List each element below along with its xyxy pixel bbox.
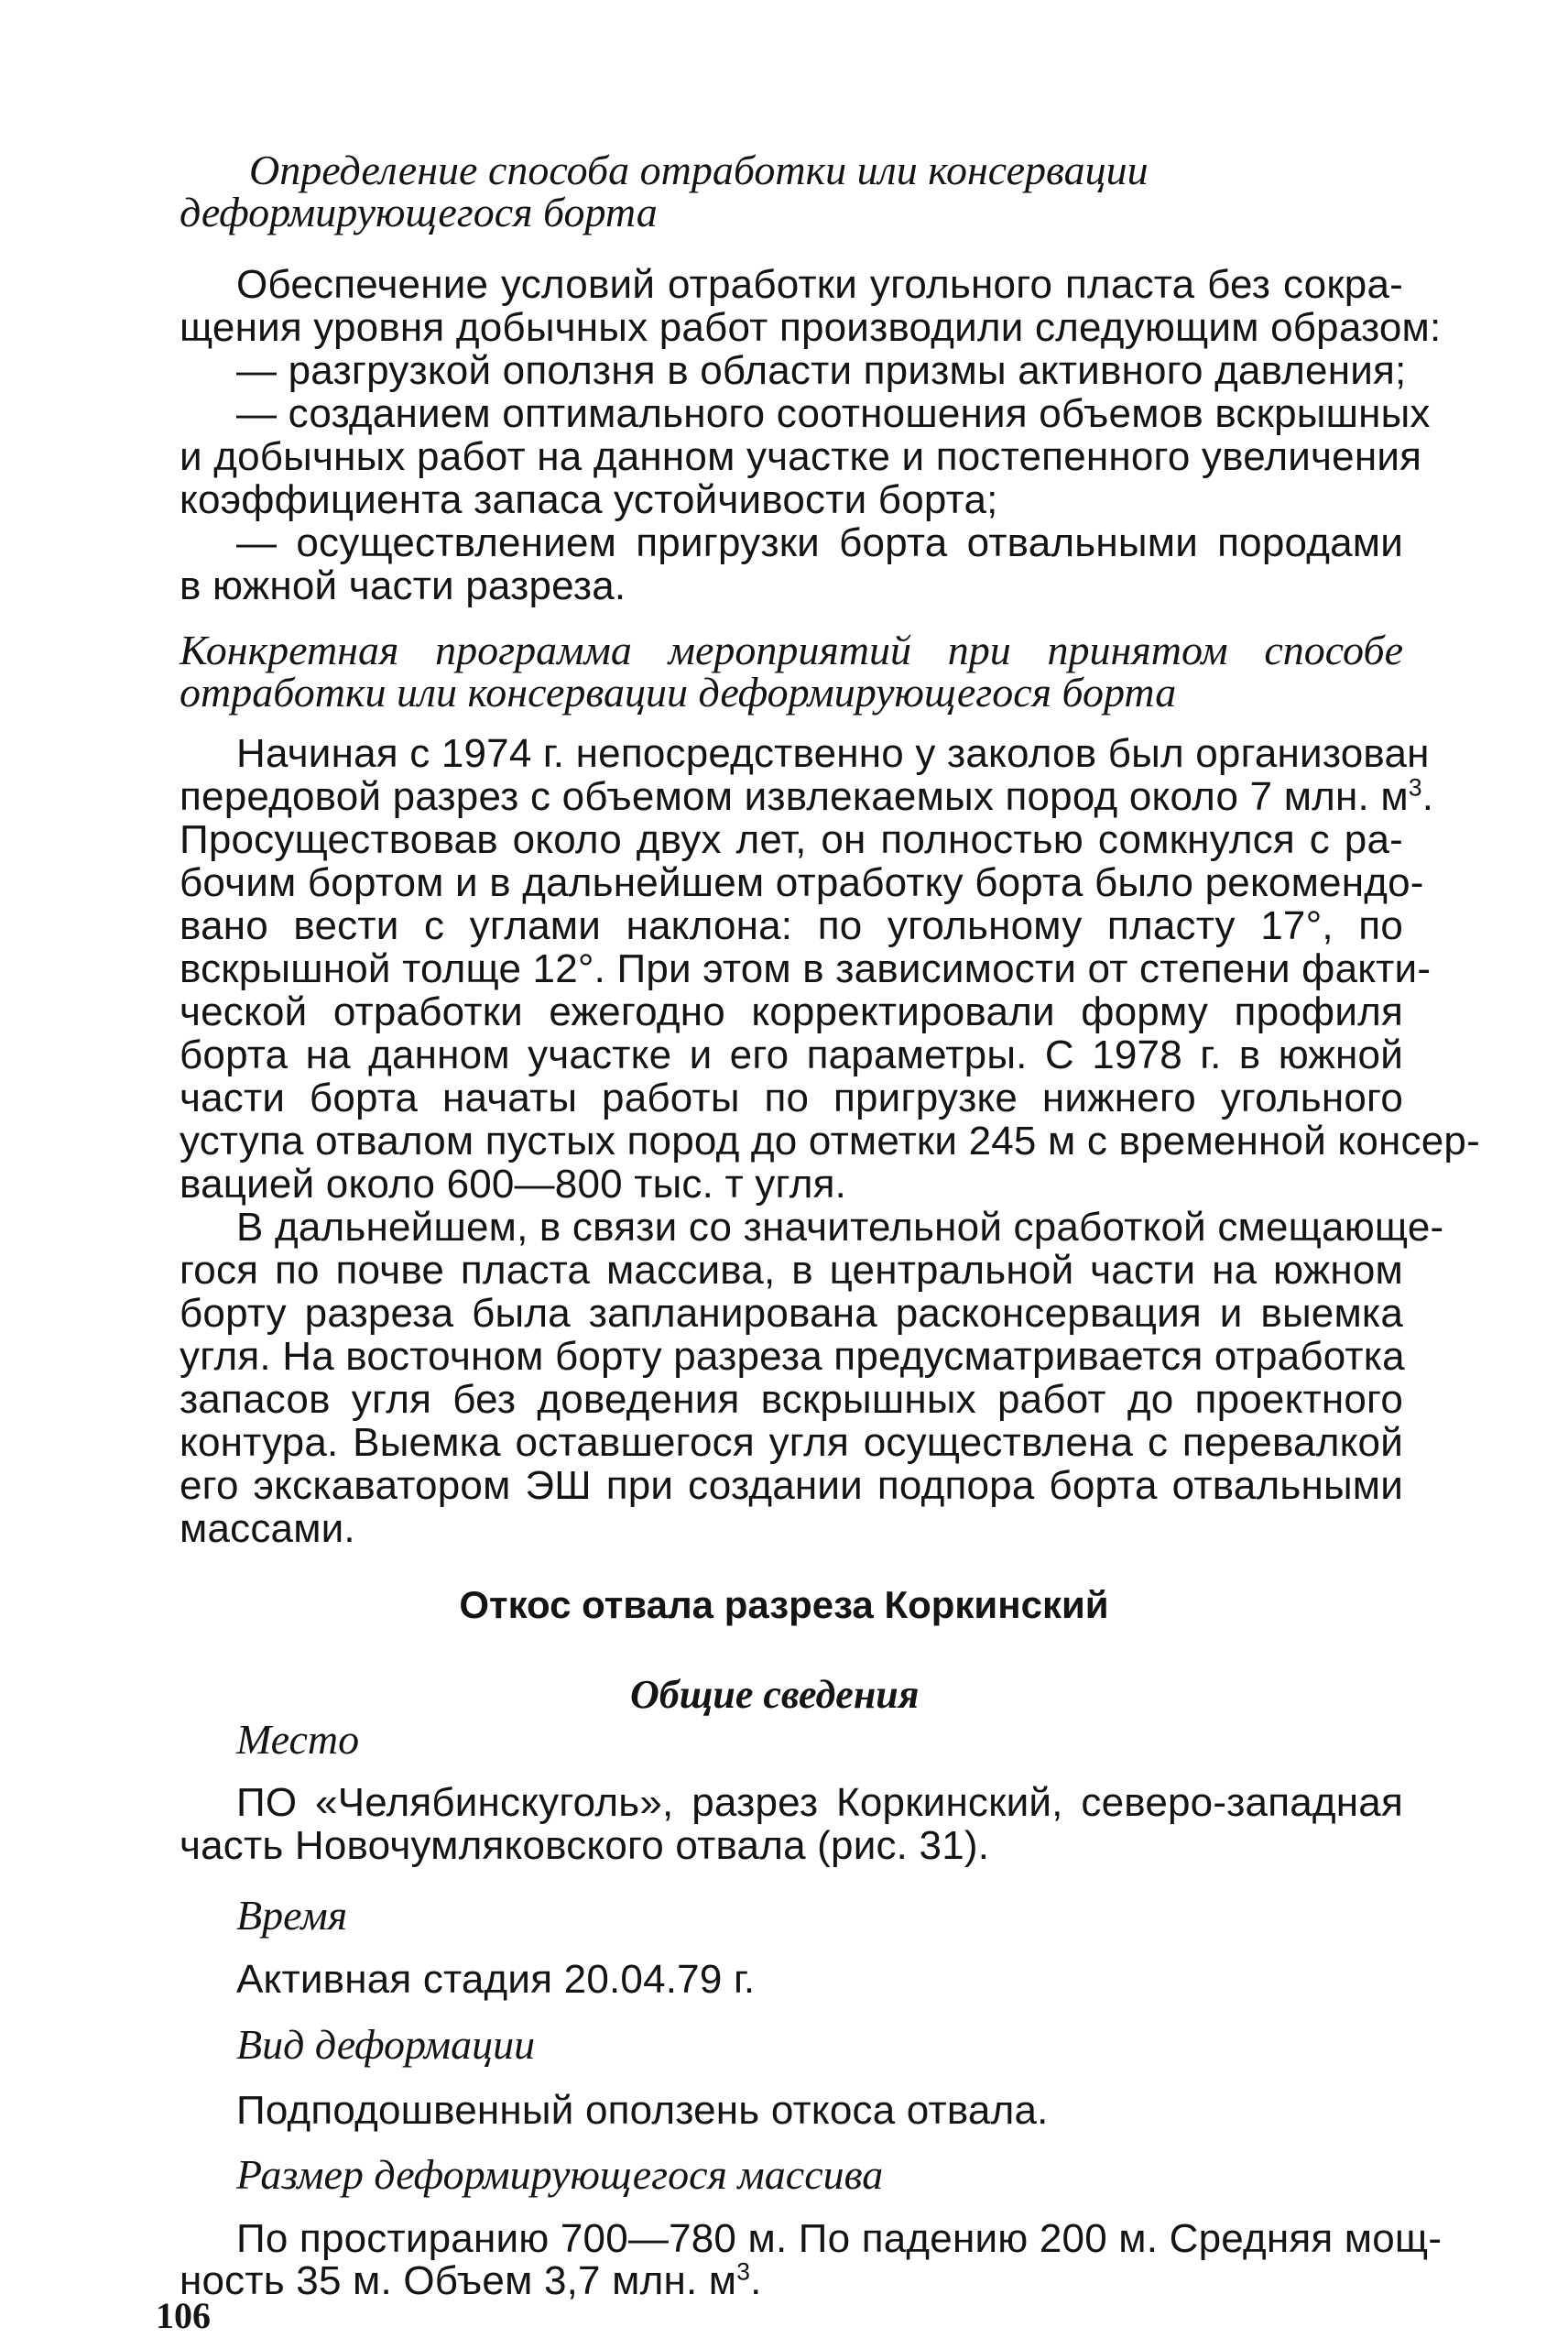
section2-paragraph-line: Начиная с 1974 г. непосредственно у заколов был организован <box>236 731 1430 776</box>
page-number: 106 <box>156 2295 211 2336</box>
section3-heading: Откос отвала разреза Коркинский <box>459 1583 1109 1626</box>
section2-paragraph-line: вскрышной толще 12°. При этом в зависимости от степени факти- <box>180 946 1432 991</box>
place-line: часть Новочумляковского отвала (рис. 31). <box>180 1823 990 1868</box>
mass-size-line <box>180 2259 762 2303</box>
section2-paragraph-line: борта на данном участке и его параметры. С 1978 г. в южной <box>180 1032 1403 1077</box>
section1-paragraph-line: щения уровня добычных работ производили следующим образом: <box>180 305 1442 350</box>
section1-title-line2: деформирующегося борта <box>180 189 658 235</box>
section1-paragraph-line: Обеспечение условий отработки угольного пласта без сокра- <box>236 262 1403 307</box>
section2-paragraph-line: бочим бортом и в дальнейшем отработку борта было рекомендо- <box>180 860 1424 905</box>
section2-paragraph-line: запасов угля без доведения вскрышных работ до проектного <box>180 1377 1403 1422</box>
section2-paragraph-line: Просуществовав около двух лет, он полностью сомкнулся с ра- <box>180 817 1403 862</box>
section2-paragraph-line: борту разреза была запланирована расконсервация и выемка <box>180 1291 1403 1336</box>
section2-title-line1: Конкретная программа мероприятий при принятом способе <box>180 627 1403 673</box>
section1-title-line1: Определение способа отработки или консервации <box>249 147 1149 193</box>
line-end-period: . <box>1421 774 1434 819</box>
section2-paragraph-line: гося по почве пласта массива, в центральной части на южном <box>180 1248 1403 1293</box>
section2-paragraph-line: ческой отработки ежегодно корректировали форму профиля <box>180 989 1403 1034</box>
section2-paragraph-line: массами. <box>180 1506 355 1551</box>
time-value: Активная стадия 20.04.79 г. <box>236 1957 756 2002</box>
section2-paragraph-line: его экскаватором ЭШ при создании подпора борта отвальными <box>180 1463 1403 1508</box>
section2-paragraph-line: угля. На восточном борту разреза предусматривается отработка <box>180 1334 1405 1379</box>
mass-size-text: ность 35 м. Объем 3,7 млн. м <box>180 2258 737 2303</box>
section2-paragraph-line: вацией около 600—800 тыс. т угля. <box>180 1162 847 1207</box>
section2-paragraph-line: уступа отвалом пустых пород до отметки 245 м с временной консер- <box>180 1119 1480 1164</box>
deformation-type-label: Вид деформации <box>236 2021 536 2068</box>
section2-paragraph-line: части борта начаты работы по пригрузке нижнего угольного <box>180 1076 1403 1120</box>
place-line: ПО «Челябинскуголь», разрез Коркинский, северо-западная <box>236 1780 1403 1825</box>
section1-paragraph-line: — осуществлением пригрузки борта отвальными породами <box>236 520 1403 565</box>
section2-paragraph-line: В дальнейшем, в связи со значительной сработкой смещающе- <box>236 1205 1444 1250</box>
section3-subheading: Общие сведения <box>630 1672 920 1717</box>
mass-size-label: Размер деформирующегося массива <box>236 2151 884 2198</box>
section1-paragraph-line: коэффициента запаса устойчивости борта; <box>180 477 998 522</box>
section1-paragraph-line: — разгрузкой оползня в области призмы активного давления; <box>236 348 1407 393</box>
section1-paragraph-line: и добычных работ на данном участке и постепенного увеличения <box>180 434 1422 479</box>
section1-paragraph-line: — созданием оптимального соотношения объемов вскрышных <box>236 391 1431 436</box>
section2-line-text: передовой разрез с объемом извлекаемых пород около 7 млн. м <box>180 774 1409 819</box>
section1-paragraph-line: в южной части разреза. <box>180 563 626 608</box>
mass-size-line: По простиранию 700—780 м. По падению 200 м. Средняя мощ- <box>236 2216 1443 2261</box>
section2-title-line2: отработки или консервации деформирующегося борта <box>180 669 1177 716</box>
cubic-superscript: 3 <box>1408 773 1422 802</box>
time-label: Время <box>236 1892 348 1939</box>
section2-paragraph-line <box>180 775 1433 819</box>
place-label: Место <box>236 1716 360 1763</box>
line-end-period: . <box>750 2258 762 2303</box>
deformation-type-value: Подподошвенный оползень откоса отвала. <box>236 2088 1049 2133</box>
section2-paragraph-line: вано вести с углами наклона: по угольному пласту 17°, по <box>180 903 1403 948</box>
section2-paragraph-line: контура. Выемка оставшегося угля осуществлена с перевалкой <box>180 1420 1403 1465</box>
cubic-superscript: 3 <box>736 2257 751 2286</box>
